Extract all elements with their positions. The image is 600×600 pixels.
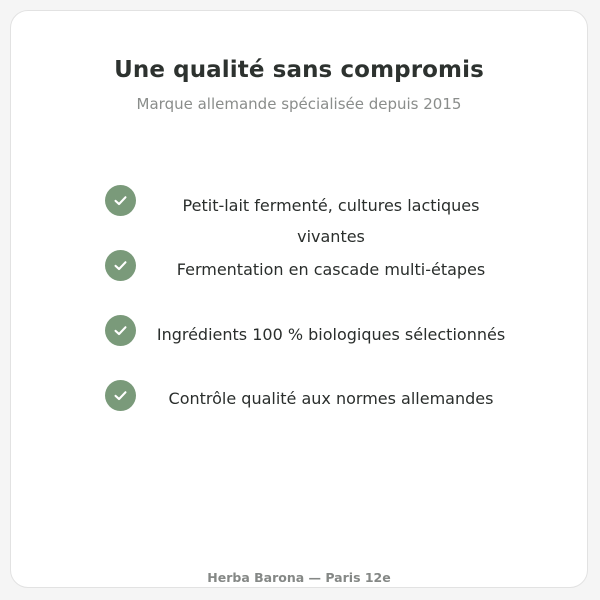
- card-subtitle: Marque allemande spécialisée depuis 2015: [136, 95, 462, 113]
- card-title: Une qualité sans compromis: [114, 57, 484, 83]
- feature-text: Fermentation en cascade multi-étapes: [176, 260, 486, 279]
- check-circle-icon: [105, 250, 136, 281]
- feature-text: Ingrédients 100 % biologiques sélectionnés: [156, 325, 506, 344]
- check-circle-icon: [105, 315, 136, 346]
- quality-card: [10, 10, 588, 588]
- check-circle-icon: [105, 380, 136, 411]
- feature-text: Petit-lait fermenté, cultures lactiques vivantes: [182, 196, 480, 246]
- feature-text: Contrôle qualité aux normes allemandes: [168, 389, 494, 408]
- footer-brand-location: Herba Barona — Paris 12e: [207, 570, 391, 585]
- check-circle-icon: [105, 185, 136, 216]
